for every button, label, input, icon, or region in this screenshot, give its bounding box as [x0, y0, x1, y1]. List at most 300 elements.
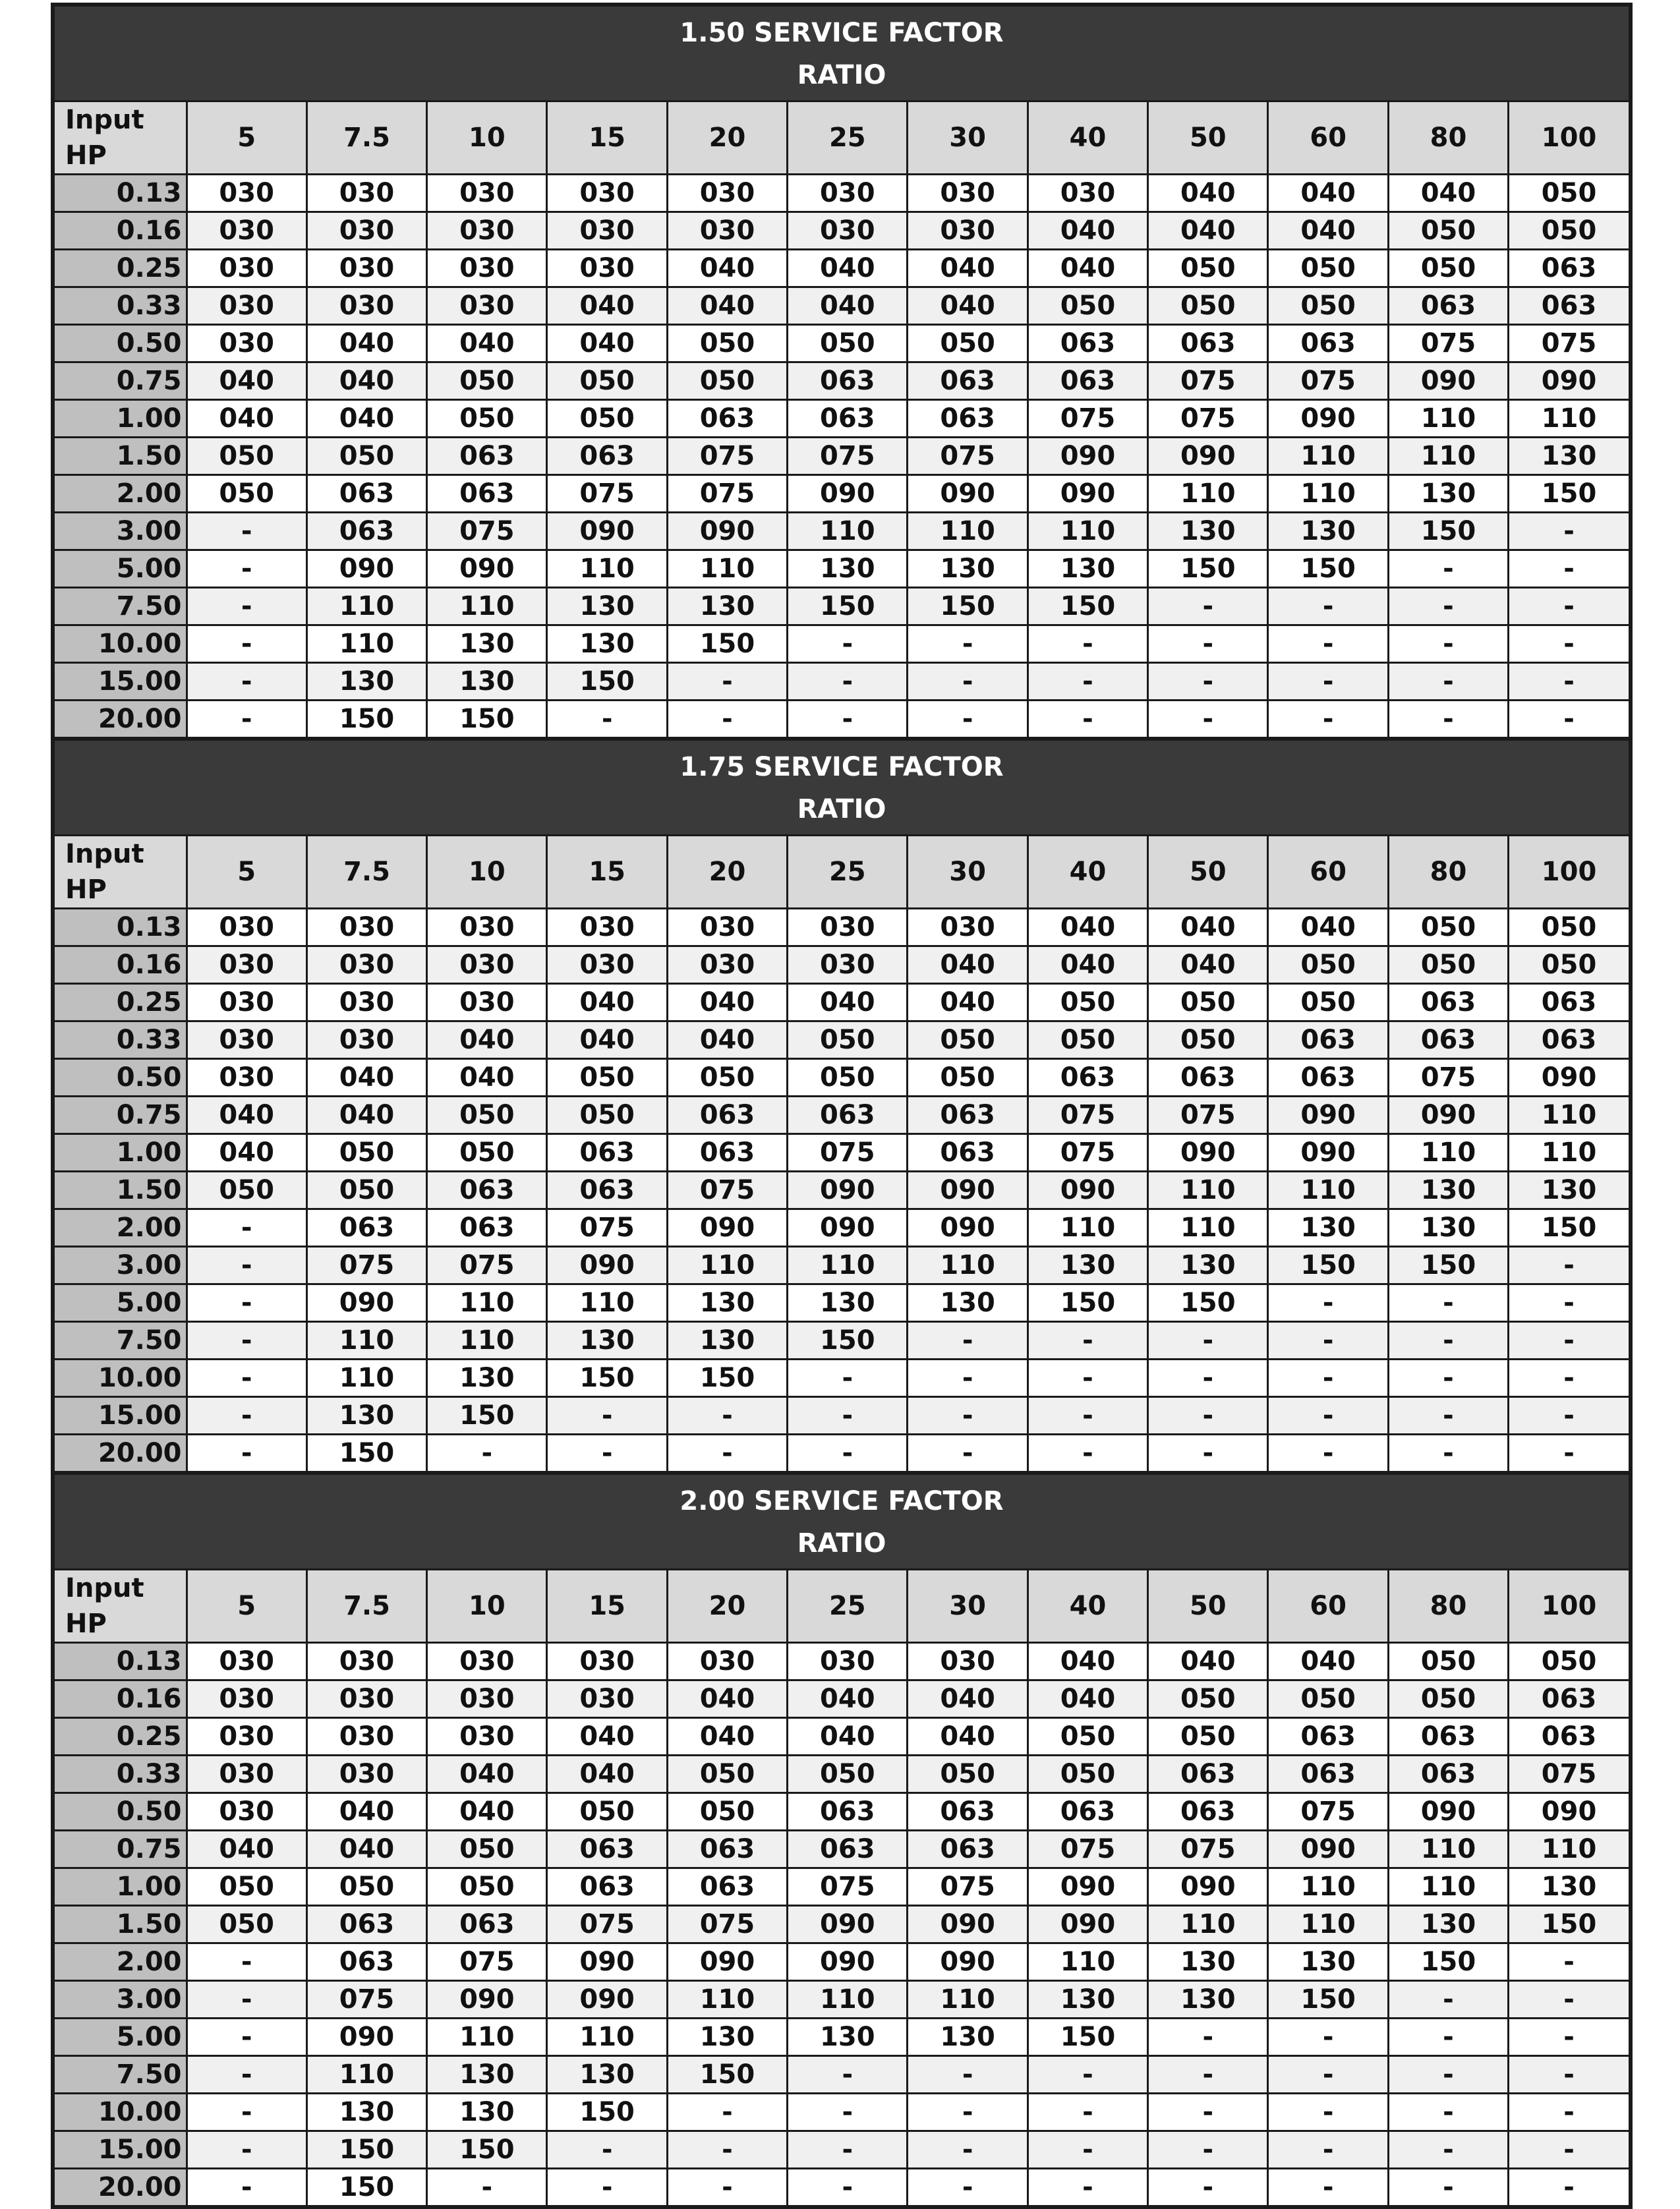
size-cell: 110 [1028, 1209, 1147, 1247]
size-cell: - [1148, 2056, 1268, 2094]
size-cell: 030 [306, 287, 426, 325]
size-cell: - [1509, 1322, 1629, 1360]
size-cell: 090 [1268, 1831, 1388, 1868]
size-cell: 040 [306, 325, 426, 362]
size-cell: 030 [187, 1021, 306, 1059]
size-cell: 130 [1509, 438, 1629, 475]
size-cell: 040 [427, 1021, 547, 1059]
size-cell: 110 [1388, 1134, 1508, 1172]
size-cell: 075 [1148, 400, 1268, 438]
table-row [55, 212, 1629, 250]
size-cell: - [667, 1435, 787, 1472]
size-cell: 090 [427, 550, 547, 588]
size-cell: 150 [1148, 1284, 1268, 1322]
size-cell: - [1509, 2056, 1629, 2094]
input-hp-cell: 5.00 [55, 2019, 187, 2056]
size-cell: 063 [908, 400, 1028, 438]
size-cell: 130 [908, 1284, 1028, 1322]
ratio-header-cell: 80 [1388, 836, 1508, 909]
size-cell: 063 [667, 1134, 787, 1172]
size-cell: - [908, 625, 1028, 663]
size-cell: 040 [1148, 212, 1268, 250]
size-cell: 030 [306, 946, 426, 984]
size-cell: - [1268, 2094, 1388, 2131]
size-cell: 040 [1388, 175, 1508, 212]
table-row [55, 1284, 1629, 1322]
size-cell: 090 [547, 513, 667, 550]
table-row [55, 1209, 1629, 1247]
size-cell: - [1388, 2056, 1508, 2094]
size-cell: 150 [547, 663, 667, 701]
input-hp-header: Input HP [55, 836, 187, 909]
input-hp-cell: 0.16 [55, 212, 187, 250]
size-cell: - [788, 1360, 908, 1397]
table-row [55, 1680, 1629, 1718]
size-cell: 050 [187, 475, 306, 513]
table-row [55, 1435, 1629, 1472]
ratio-header-cell: 80 [1388, 1570, 1508, 1643]
size-cell: - [1028, 1322, 1147, 1360]
size-cell: - [1388, 588, 1508, 625]
size-cell: 050 [547, 1793, 667, 1831]
size-cell: 063 [908, 362, 1028, 400]
size-cell: 050 [788, 325, 908, 362]
size-cell: 040 [306, 1059, 426, 1097]
size-cell: - [1028, 701, 1147, 737]
size-cell: 030 [547, 909, 667, 946]
ratio-header-cell: 30 [908, 1570, 1028, 1643]
size-cell: 030 [306, 175, 426, 212]
size-cell: 063 [306, 475, 426, 513]
size-cell: 130 [1148, 1247, 1268, 1284]
size-cell: 063 [427, 438, 547, 475]
input-hp-cell: 5.00 [55, 550, 187, 588]
size-cell: 050 [187, 1868, 306, 1906]
size-cell: 063 [908, 1134, 1028, 1172]
size-cell: - [1509, 1284, 1629, 1322]
size-cell: 030 [427, 1680, 547, 1718]
size-cell: - [788, 1435, 908, 1472]
size-cell: 130 [908, 550, 1028, 588]
input-hp-cell: 2.00 [55, 1943, 187, 1981]
size-cell: 030 [427, 175, 547, 212]
size-cell: 075 [427, 513, 547, 550]
size-cell: 030 [306, 250, 426, 287]
size-cell: - [547, 701, 667, 737]
size-cell: 110 [908, 1247, 1028, 1284]
size-cell: 110 [667, 1981, 787, 2019]
size-cell: 090 [667, 513, 787, 550]
size-cell: 090 [306, 1284, 426, 1322]
size-cell: - [1268, 701, 1388, 737]
size-cell: 110 [1388, 1831, 1508, 1868]
size-cell: 075 [788, 1868, 908, 1906]
size-cell: 150 [908, 588, 1028, 625]
size-cell: 110 [1268, 1868, 1388, 1906]
ratio-header-cell: 20 [667, 101, 787, 175]
size-cell: 150 [427, 701, 547, 737]
size-cell: 130 [1388, 1172, 1508, 1209]
input-hp-cell: 1.00 [55, 400, 187, 438]
size-cell: 110 [1268, 438, 1388, 475]
table-row [55, 1021, 1629, 1059]
size-cell: - [187, 2056, 306, 2094]
size-cell: - [1028, 1397, 1147, 1435]
size-cell: 075 [427, 1247, 547, 1284]
size-cell: - [1509, 1981, 1629, 2019]
size-cell: 130 [1148, 513, 1268, 550]
size-cell: 090 [1148, 1868, 1268, 1906]
size-cell: 063 [1509, 250, 1629, 287]
size-cell: 030 [427, 1643, 547, 1680]
ratio-header-cell: 7.5 [306, 101, 426, 175]
size-cell: 130 [547, 625, 667, 663]
size-cell: - [1388, 1322, 1508, 1360]
ratio-header-cell: 100 [1509, 101, 1629, 175]
size-cell: - [187, 550, 306, 588]
size-cell: 050 [1268, 984, 1388, 1021]
size-cell: 130 [1028, 1247, 1147, 1284]
size-cell: - [1268, 1360, 1388, 1397]
size-cell: 090 [667, 1943, 787, 1981]
size-cell: 075 [306, 1981, 426, 2019]
size-cell: 110 [1388, 438, 1508, 475]
size-cell: 040 [788, 1718, 908, 1756]
size-cell: - [1028, 2056, 1147, 2094]
size-cell: 030 [187, 1680, 306, 1718]
size-cell: 040 [1028, 1643, 1147, 1680]
size-cell: 030 [547, 946, 667, 984]
size-cell: 050 [306, 1134, 426, 1172]
ratio-header-cell: 20 [667, 1570, 787, 1643]
size-cell: - [187, 1322, 306, 1360]
table-row [55, 1793, 1629, 1831]
size-cell: 030 [788, 212, 908, 250]
size-cell: - [1268, 2019, 1388, 2056]
table-header [55, 741, 1629, 834]
size-cell: 150 [1388, 1247, 1508, 1284]
size-cell: 040 [788, 1680, 908, 1718]
size-cell: 063 [306, 1209, 426, 1247]
table-row [55, 400, 1629, 438]
size-cell: - [1509, 1943, 1629, 1981]
size-cell: 110 [427, 1284, 547, 1322]
ratio-header-cell: 25 [788, 836, 908, 909]
input-hp-cell: 2.00 [55, 1209, 187, 1247]
size-cell: - [1509, 2169, 1629, 2206]
size-cell: - [1028, 663, 1147, 701]
size-cell: 110 [1148, 1209, 1268, 1247]
size-cell: 110 [1509, 1831, 1629, 1868]
size-cell: 030 [667, 946, 787, 984]
size-cell: 040 [1268, 175, 1388, 212]
size-cell: 063 [1509, 1680, 1629, 1718]
size-cell: 030 [547, 212, 667, 250]
table-row [55, 287, 1629, 325]
size-cell: 030 [187, 212, 306, 250]
size-cell: 063 [788, 400, 908, 438]
size-cell: 075 [1148, 1097, 1268, 1134]
size-cell: 090 [788, 1906, 908, 1943]
size-cell: 063 [1268, 1059, 1388, 1097]
size-cell: 110 [1148, 475, 1268, 513]
size-cell: - [1028, 1435, 1147, 1472]
size-cell: 090 [1268, 1134, 1388, 1172]
size-cell: 063 [1268, 1021, 1388, 1059]
size-cell: 030 [187, 250, 306, 287]
size-cell: 030 [667, 175, 787, 212]
table-row [55, 1059, 1629, 1097]
size-cell: 110 [1268, 1906, 1388, 1943]
size-cell: - [667, 701, 787, 737]
table-row [55, 1172, 1629, 1209]
size-cell: 090 [1028, 475, 1147, 513]
input-hp-cell: 20.00 [55, 2169, 187, 2206]
size-cell: 063 [1148, 1059, 1268, 1097]
ratio-header-cell: 40 [1028, 101, 1147, 175]
size-cell: 063 [1028, 1793, 1147, 1831]
size-cell: - [908, 1397, 1028, 1435]
size-cell: 150 [667, 2056, 787, 2094]
size-cell: - [187, 513, 306, 550]
size-cell: 090 [1388, 1793, 1508, 1831]
table-row [55, 1134, 1629, 1172]
table-row [55, 1643, 1629, 1680]
ratio-header-cell: 60 [1268, 1570, 1388, 1643]
size-cell: - [1268, 1284, 1388, 1322]
table-row [55, 1397, 1629, 1435]
size-cell: 040 [667, 1680, 787, 1718]
size-cell: 030 [187, 1793, 306, 1831]
size-cell: - [1388, 1981, 1508, 2019]
size-cell: - [1148, 701, 1268, 737]
size-cell: - [788, 625, 908, 663]
size-cell: 040 [547, 325, 667, 362]
size-cell: 030 [187, 984, 306, 1021]
size-cell: 040 [1268, 1643, 1388, 1680]
size-cell: - [1509, 663, 1629, 701]
size-cell: 040 [908, 1680, 1028, 1718]
size-cell: 040 [1028, 212, 1147, 250]
size-cell: 150 [1268, 1247, 1388, 1284]
size-cell: 130 [788, 550, 908, 588]
size-cell: 040 [306, 1793, 426, 1831]
size-cell: 110 [908, 513, 1028, 550]
size-cell: 063 [1148, 325, 1268, 362]
size-cell: 075 [1509, 325, 1629, 362]
size-cell: 063 [547, 438, 667, 475]
size-cell: 063 [1028, 1059, 1147, 1097]
size-cell: 063 [667, 1831, 787, 1868]
size-cell: 030 [187, 325, 306, 362]
ratio-header-cell: 7.5 [306, 836, 426, 909]
size-cell: 150 [1268, 550, 1388, 588]
size-table [55, 100, 1629, 737]
service-factor-sheet [51, 3, 1633, 2209]
table-row [55, 1756, 1629, 1793]
size-cell: - [1268, 1397, 1388, 1435]
size-cell: 030 [667, 212, 787, 250]
size-cell: 150 [788, 1322, 908, 1360]
size-cell: 110 [1148, 1906, 1268, 1943]
input-hp-cell: 0.75 [55, 362, 187, 400]
size-cell: 050 [547, 1097, 667, 1134]
size-cell: 040 [427, 1793, 547, 1831]
ratio-header-cell: 10 [427, 836, 547, 909]
size-cell: 063 [1268, 325, 1388, 362]
size-cell: 130 [427, 663, 547, 701]
input-hp-cell: 15.00 [55, 1397, 187, 1435]
size-cell: 130 [1268, 1943, 1388, 1981]
size-cell: 063 [1388, 1021, 1508, 1059]
size-cell: 050 [1268, 287, 1388, 325]
table-row [55, 2094, 1629, 2131]
size-cell: 130 [1388, 1906, 1508, 1943]
size-cell: 050 [1509, 175, 1629, 212]
size-cell: 050 [1148, 1680, 1268, 1718]
size-cell: 050 [1509, 909, 1629, 946]
size-cell: 050 [427, 400, 547, 438]
size-cell: 090 [788, 475, 908, 513]
size-cell: 030 [187, 1643, 306, 1680]
size-cell: - [908, 2131, 1028, 2169]
size-cell: - [788, 2169, 908, 2206]
ratio-header-cell: 40 [1028, 1570, 1147, 1643]
input-hp-cell: 1.50 [55, 438, 187, 475]
size-cell: 150 [306, 701, 426, 737]
size-cell: 075 [547, 1906, 667, 1943]
size-cell: - [1509, 701, 1629, 737]
size-cell: - [187, 1981, 306, 2019]
size-cell: 063 [908, 1097, 1028, 1134]
size-cell: 075 [908, 438, 1028, 475]
input-hp-cell: 0.25 [55, 984, 187, 1021]
size-cell: 110 [306, 1322, 426, 1360]
size-cell: 050 [1388, 909, 1508, 946]
size-cell: - [1509, 588, 1629, 625]
size-cell: - [667, 2169, 787, 2206]
size-cell: 110 [547, 1284, 667, 1322]
size-cell: - [667, 2131, 787, 2169]
size-cell: 040 [1028, 250, 1147, 287]
size-cell: 110 [1509, 1097, 1629, 1134]
size-cell: 063 [427, 1172, 547, 1209]
size-cell: 110 [1268, 475, 1388, 513]
size-cell: 090 [1388, 362, 1508, 400]
size-cell: 063 [306, 1906, 426, 1943]
size-cell: 050 [1028, 1718, 1147, 1756]
size-cell: 050 [1509, 946, 1629, 984]
size-cell: 075 [1028, 1134, 1147, 1172]
size-cell: 040 [187, 1097, 306, 1134]
size-cell: 050 [1388, 1643, 1508, 1680]
size-cell: 030 [908, 909, 1028, 946]
ratio-header-row [55, 836, 1629, 909]
size-cell: - [667, 2094, 787, 2131]
size-cell: 050 [1028, 1756, 1147, 1793]
size-cell: 063 [788, 362, 908, 400]
size-cell: - [788, 701, 908, 737]
size-cell: 050 [306, 438, 426, 475]
size-cell: 130 [788, 1284, 908, 1322]
input-hp-cell: 2.00 [55, 475, 187, 513]
ratio-header-cell: 50 [1148, 101, 1268, 175]
ratio-header-cell: 20 [667, 836, 787, 909]
ratio-header-cell: 30 [908, 836, 1028, 909]
size-cell: 075 [908, 1868, 1028, 1906]
size-cell: 090 [1509, 1059, 1629, 1097]
input-hp-header: Input HP [55, 101, 187, 175]
size-cell: 075 [1148, 362, 1268, 400]
size-cell: 150 [306, 1435, 426, 1472]
size-cell: - [1509, 1397, 1629, 1435]
size-cell: 130 [908, 2019, 1028, 2056]
size-cell: 063 [1388, 984, 1508, 1021]
size-cell: 030 [427, 946, 547, 984]
size-cell: - [1148, 2019, 1268, 2056]
size-cell: 110 [1509, 400, 1629, 438]
size-cell: 130 [1148, 1943, 1268, 1981]
size-cell: 063 [547, 1868, 667, 1906]
size-cell: - [1388, 2019, 1508, 2056]
size-cell: 075 [1388, 1059, 1508, 1097]
size-cell: 040 [788, 287, 908, 325]
size-cell: 075 [1028, 1097, 1147, 1134]
size-cell: - [908, 1435, 1028, 1472]
size-cell: 075 [667, 1906, 787, 1943]
size-cell: 050 [1509, 212, 1629, 250]
size-cell: 090 [1388, 1097, 1508, 1134]
size-cell: 090 [908, 1943, 1028, 1981]
size-cell: 030 [908, 212, 1028, 250]
size-cell: 110 [788, 513, 908, 550]
size-cell: 040 [908, 287, 1028, 325]
size-cell: 130 [1268, 513, 1388, 550]
table-row [55, 1247, 1629, 1284]
size-cell: 050 [908, 1059, 1028, 1097]
size-cell: 063 [427, 1209, 547, 1247]
size-cell: - [908, 2094, 1028, 2131]
size-cell: 090 [306, 550, 426, 588]
size-cell: 050 [667, 325, 787, 362]
size-cell: - [1268, 588, 1388, 625]
size-cell: 030 [547, 250, 667, 287]
size-cell: - [788, 2094, 908, 2131]
size-cell: - [1268, 1322, 1388, 1360]
size-cell: 110 [427, 1322, 547, 1360]
size-cell: 040 [1148, 909, 1268, 946]
input-hp-cell: 0.33 [55, 1756, 187, 1793]
size-cell: 130 [788, 2019, 908, 2056]
size-cell: - [1509, 1360, 1629, 1397]
size-cell: 030 [547, 1680, 667, 1718]
table-row [55, 550, 1629, 588]
size-cell: - [1028, 1360, 1147, 1397]
table-row [55, 1943, 1629, 1981]
size-cell: - [187, 1284, 306, 1322]
size-cell: 030 [908, 1643, 1028, 1680]
size-cell: - [908, 2056, 1028, 2094]
size-cell: 150 [1028, 2019, 1147, 2056]
size-cell: 040 [306, 1097, 426, 1134]
size-cell: 050 [427, 1097, 547, 1134]
size-cell: - [1509, 625, 1629, 663]
size-cell: 030 [788, 909, 908, 946]
input-hp-cell: 0.33 [55, 1021, 187, 1059]
size-cell: 150 [1028, 1284, 1147, 1322]
size-cell: 050 [788, 1059, 908, 1097]
size-cell: 075 [667, 438, 787, 475]
